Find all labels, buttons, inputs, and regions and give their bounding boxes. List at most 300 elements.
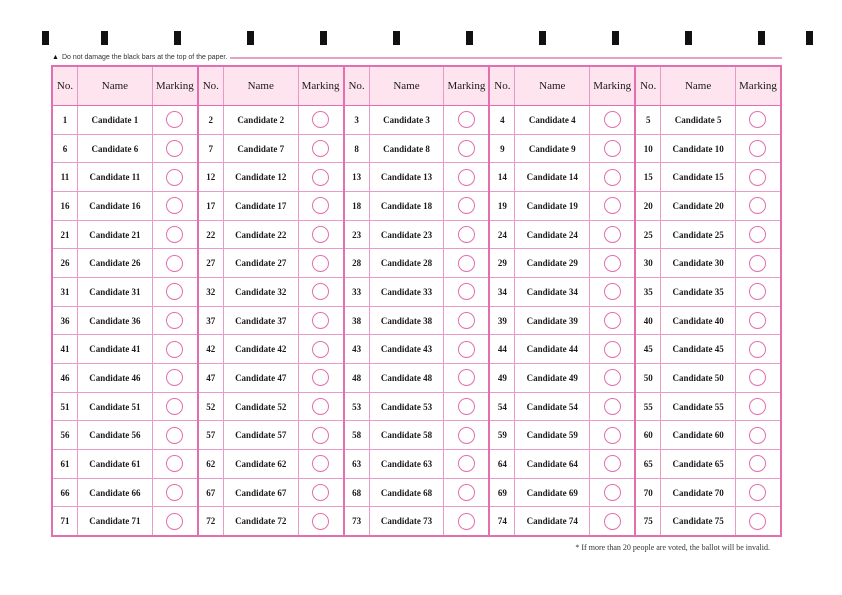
candidate-number: 53: [345, 393, 370, 421]
marking-circle[interactable]: [749, 283, 766, 300]
candidate-number: 51: [53, 393, 78, 421]
marking-circle[interactable]: [458, 341, 475, 358]
candidate-row: [636, 220, 780, 249]
candidate-number: 40: [636, 307, 661, 335]
candidate-number: 21: [53, 221, 78, 249]
candidate-name: Candidate 34: [515, 278, 590, 306]
candidate-name: Candidate 29: [515, 249, 590, 277]
marking-cell: [299, 393, 343, 421]
triangle-up-icon: ▲: [52, 54, 59, 61]
candidate-name: Candidate 21: [78, 221, 153, 249]
candidate-number: 57: [199, 421, 224, 449]
candidate-row: [345, 162, 489, 191]
candidate-name: Candidate 35: [661, 278, 736, 306]
candidate-row: [199, 162, 343, 191]
candidate-number: 11: [53, 163, 78, 191]
candidate-row: [53, 162, 197, 191]
candidate-name: Candidate 31: [78, 278, 153, 306]
candidate-row: [636, 449, 780, 478]
marking-circle[interactable]: [312, 484, 329, 501]
marking-circle[interactable]: [312, 455, 329, 472]
candidate-name: Candidate 74: [515, 507, 590, 535]
candidate-row: [490, 334, 634, 363]
candidate-number: 33: [345, 278, 370, 306]
marking-circle[interactable]: [749, 513, 766, 530]
candidate-number: 56: [53, 421, 78, 449]
marking-circle[interactable]: [166, 226, 183, 243]
marking-circle[interactable]: [166, 427, 183, 444]
candidate-name: Candidate 54: [515, 393, 590, 421]
marking-cell: [590, 307, 634, 335]
candidate-name: Candidate 46: [78, 364, 153, 392]
alignment-bar: [174, 31, 181, 45]
marking-cell: [299, 307, 343, 335]
candidate-name: Candidate 7: [224, 135, 299, 163]
candidate-name: Candidate 41: [78, 335, 153, 363]
candidate-number: 4: [490, 106, 515, 134]
candidate-name: Candidate 6: [78, 135, 153, 163]
marking-circle[interactable]: [604, 398, 621, 415]
candidate-number: 72: [199, 507, 224, 535]
marking-circle[interactable]: [312, 226, 329, 243]
marking-cell: [299, 507, 343, 535]
candidate-name: Candidate 18: [370, 192, 445, 220]
marking-cell: [444, 278, 488, 306]
marking-cell: [444, 393, 488, 421]
marking-circle[interactable]: [458, 312, 475, 329]
marking-circle[interactable]: [312, 341, 329, 358]
marking-circle[interactable]: [312, 255, 329, 272]
candidate-row: [53, 363, 197, 392]
marking-circle[interactable]: [604, 455, 621, 472]
candidate-row: [199, 134, 343, 163]
candidate-name: Candidate 4: [515, 106, 590, 134]
candidate-number: 68: [345, 479, 370, 507]
candidate-row: [490, 392, 634, 421]
marking-circle[interactable]: [312, 398, 329, 415]
marking-circle[interactable]: [604, 197, 621, 214]
marking-cell: [444, 106, 488, 134]
candidate-row: [636, 306, 780, 335]
candidate-column-block: [343, 67, 489, 535]
candidate-number: 14: [490, 163, 515, 191]
candidate-name: Candidate 11: [78, 163, 153, 191]
marking-circle[interactable]: [749, 140, 766, 157]
marking-cell: [736, 249, 780, 277]
candidate-name: Candidate 27: [224, 249, 299, 277]
candidate-name: Candidate 28: [370, 249, 445, 277]
marking-circle[interactable]: [166, 283, 183, 300]
marking-cell: [736, 278, 780, 306]
candidate-number: 61: [53, 450, 78, 478]
alignment-bar: [466, 31, 473, 45]
candidate-row: [199, 248, 343, 277]
candidate-row: [636, 420, 780, 449]
marking-cell: [736, 307, 780, 335]
marking-circle[interactable]: [604, 140, 621, 157]
candidate-row: [490, 506, 634, 535]
candidate-row: [53, 506, 197, 535]
marking-circle[interactable]: [166, 169, 183, 186]
candidate-row: [53, 478, 197, 507]
candidate-name: Candidate 9: [515, 135, 590, 163]
candidate-column-block: [53, 67, 197, 535]
header-no: No.: [636, 67, 661, 105]
candidate-number: 74: [490, 507, 515, 535]
marking-circle[interactable]: [166, 513, 183, 530]
header-marking: Marking: [739, 80, 777, 92]
marking-circle[interactable]: [604, 427, 621, 444]
candidate-row: [636, 106, 780, 134]
marking-circle[interactable]: [458, 398, 475, 415]
candidate-number: 70: [636, 479, 661, 507]
candidate-name: Candidate 63: [370, 450, 445, 478]
candidate-name: Candidate 36: [78, 307, 153, 335]
marking-cell: [444, 507, 488, 535]
candidate-number: 62: [199, 450, 224, 478]
marking-circle[interactable]: [312, 369, 329, 386]
candidate-row: [53, 248, 197, 277]
header-name: Name: [78, 67, 153, 105]
candidate-number: 71: [53, 507, 78, 535]
candidate-name: Candidate 33: [370, 278, 445, 306]
marking-circle[interactable]: [458, 513, 475, 530]
marking-circle[interactable]: [312, 427, 329, 444]
marking-circle[interactable]: [604, 369, 621, 386]
marking-circle[interactable]: [458, 197, 475, 214]
candidate-name: Candidate 50: [661, 364, 736, 392]
candidate-row: [345, 306, 489, 335]
candidate-number: 15: [636, 163, 661, 191]
candidate-name: Candidate 70: [661, 479, 736, 507]
candidate-row: [345, 134, 489, 163]
marking-circle[interactable]: [312, 169, 329, 186]
marking-circle[interactable]: [749, 226, 766, 243]
candidate-number: 65: [636, 450, 661, 478]
candidate-number: 8: [345, 135, 370, 163]
marking-circle[interactable]: [749, 169, 766, 186]
candidate-name: Candidate 55: [661, 393, 736, 421]
marking-circle[interactable]: [604, 255, 621, 272]
candidate-number: 1: [53, 106, 78, 134]
candidate-number: 47: [199, 364, 224, 392]
header-name: Name: [224, 67, 299, 105]
marking-cell: [590, 335, 634, 363]
marking-cell: [153, 335, 197, 363]
marking-cell: [153, 106, 197, 134]
candidate-number: 24: [490, 221, 515, 249]
marking-circle[interactable]: [604, 283, 621, 300]
candidate-number: 50: [636, 364, 661, 392]
marking-circle[interactable]: [604, 169, 621, 186]
candidate-row: [636, 478, 780, 507]
marking-circle[interactable]: [458, 283, 475, 300]
candidate-name: Candidate 22: [224, 221, 299, 249]
candidate-row: [53, 191, 197, 220]
header-row: [490, 67, 634, 106]
candidate-name: Candidate 40: [661, 307, 736, 335]
marking-circle[interactable]: [604, 484, 621, 501]
marking-cell: [153, 163, 197, 191]
marking-cell: [153, 249, 197, 277]
candidate-number: 18: [345, 192, 370, 220]
candidate-number: 48: [345, 364, 370, 392]
marking-circle[interactable]: [458, 369, 475, 386]
candidate-number: 19: [490, 192, 515, 220]
candidate-row: [490, 134, 634, 163]
marking-circle[interactable]: [312, 111, 329, 128]
header-row: [636, 67, 780, 106]
marking-circle[interactable]: [458, 484, 475, 501]
marking-circle[interactable]: [166, 111, 183, 128]
candidate-name: Candidate 69: [515, 479, 590, 507]
marking-cell: [736, 221, 780, 249]
candidate-number: 60: [636, 421, 661, 449]
marking-cell: [590, 421, 634, 449]
candidate-name: Candidate 12: [224, 163, 299, 191]
candidate-number: 45: [636, 335, 661, 363]
candidate-number: 12: [199, 163, 224, 191]
candidate-name: Candidate 61: [78, 450, 153, 478]
candidate-number: 36: [53, 307, 78, 335]
candidate-row: [199, 420, 343, 449]
candidate-name: Candidate 17: [224, 192, 299, 220]
marking-circle[interactable]: [166, 255, 183, 272]
candidate-name: Candidate 62: [224, 450, 299, 478]
header-marking: Marking: [155, 80, 194, 92]
notice-rule: [230, 57, 782, 59]
candidate-row: [199, 449, 343, 478]
candidate-number: 69: [490, 479, 515, 507]
candidate-name: Candidate 52: [224, 393, 299, 421]
candidate-number: 58: [345, 421, 370, 449]
candidate-number: 67: [199, 479, 224, 507]
footnote: * If more than 20 people are voted, the ballot will be invalid.: [575, 543, 770, 552]
candidate-row: [490, 277, 634, 306]
marking-cell: [153, 135, 197, 163]
candidate-name: Candidate 51: [78, 393, 153, 421]
candidate-row: [345, 191, 489, 220]
marking-cell: [736, 192, 780, 220]
candidate-number: 17: [199, 192, 224, 220]
candidate-name: Candidate 48: [370, 364, 445, 392]
marking-circle[interactable]: [166, 398, 183, 415]
candidate-row: [490, 306, 634, 335]
alignment-bar: [320, 31, 327, 45]
marking-circle[interactable]: [166, 312, 183, 329]
marking-cell: [444, 221, 488, 249]
candidate-number: 30: [636, 249, 661, 277]
candidate-name: Candidate 13: [370, 163, 445, 191]
candidate-number: 37: [199, 307, 224, 335]
notice-line: [52, 53, 782, 63]
header-marking: Marking: [447, 80, 486, 92]
marking-circle[interactable]: [749, 255, 766, 272]
header-row: [199, 67, 343, 106]
candidate-row: [53, 306, 197, 335]
marking-circle[interactable]: [166, 484, 183, 501]
candidate-name: Candidate 26: [78, 249, 153, 277]
candidate-number: 66: [53, 479, 78, 507]
marking-circle[interactable]: [166, 197, 183, 214]
marking-circle[interactable]: [604, 513, 621, 530]
candidate-row: [199, 478, 343, 507]
marking-cell: [590, 135, 634, 163]
candidate-row: [636, 392, 780, 421]
candidate-name: Candidate 43: [370, 335, 445, 363]
candidate-number: 55: [636, 393, 661, 421]
candidate-name: Candidate 47: [224, 364, 299, 392]
marking-cell: [590, 479, 634, 507]
candidate-name: Candidate 10: [661, 135, 736, 163]
marking-cell: [590, 364, 634, 392]
marking-circle[interactable]: [458, 111, 475, 128]
marking-cell: [736, 335, 780, 363]
candidate-row: [53, 420, 197, 449]
marking-cell: [736, 507, 780, 535]
marking-cell: [444, 135, 488, 163]
candidate-row: [345, 506, 489, 535]
marking-cell: [590, 278, 634, 306]
candidate-row: [199, 334, 343, 363]
candidate-number: 9: [490, 135, 515, 163]
marking-circle[interactable]: [604, 226, 621, 243]
candidate-row: [636, 506, 780, 535]
marking-circle[interactable]: [604, 312, 621, 329]
candidate-number: 16: [53, 192, 78, 220]
marking-circle[interactable]: [166, 369, 183, 386]
candidate-number: 75: [636, 507, 661, 535]
marking-circle[interactable]: [749, 111, 766, 128]
candidate-row: [53, 334, 197, 363]
marking-circle[interactable]: [749, 484, 766, 501]
candidate-row: [636, 277, 780, 306]
candidate-number: 44: [490, 335, 515, 363]
candidate-name: Candidate 57: [224, 421, 299, 449]
marking-cell: [444, 335, 488, 363]
marking-cell: [153, 278, 197, 306]
marking-cell: [153, 450, 197, 478]
marking-circle[interactable]: [458, 140, 475, 157]
marking-cell: [299, 479, 343, 507]
candidate-number: 13: [345, 163, 370, 191]
marking-circle[interactable]: [749, 455, 766, 472]
candidate-number: 35: [636, 278, 661, 306]
alignment-bar: [758, 31, 765, 45]
marking-cell: [153, 479, 197, 507]
candidate-name: Candidate 25: [661, 221, 736, 249]
marking-cell: [153, 192, 197, 220]
marking-cell: [444, 450, 488, 478]
marking-circle[interactable]: [312, 312, 329, 329]
candidate-number: 6: [53, 135, 78, 163]
candidate-row: [53, 392, 197, 421]
marking-cell: [736, 450, 780, 478]
marking-circle[interactable]: [458, 255, 475, 272]
candidate-row: [636, 363, 780, 392]
marking-cell: [153, 307, 197, 335]
marking-circle[interactable]: [166, 341, 183, 358]
candidate-name: Candidate 64: [515, 450, 590, 478]
candidate-row: [490, 449, 634, 478]
alignment-bar: [42, 31, 49, 45]
marking-circle[interactable]: [166, 455, 183, 472]
marking-circle[interactable]: [749, 312, 766, 329]
marking-circle[interactable]: [604, 111, 621, 128]
marking-circle[interactable]: [749, 341, 766, 358]
marking-cell: [299, 192, 343, 220]
header-row: [53, 67, 197, 106]
candidate-number: 2: [199, 106, 224, 134]
marking-circle[interactable]: [166, 140, 183, 157]
candidate-row: [199, 277, 343, 306]
marking-circle[interactable]: [604, 341, 621, 358]
marking-circle[interactable]: [749, 197, 766, 214]
marking-circle[interactable]: [458, 169, 475, 186]
marking-circle[interactable]: [312, 140, 329, 157]
candidate-name: Candidate 72: [224, 507, 299, 535]
marking-cell: [444, 163, 488, 191]
candidate-number: 20: [636, 192, 661, 220]
candidate-name: Candidate 59: [515, 421, 590, 449]
alignment-bar: [101, 31, 108, 45]
candidate-name: Candidate 56: [78, 421, 153, 449]
marking-cell: [590, 163, 634, 191]
candidate-number: 39: [490, 307, 515, 335]
marking-circle[interactable]: [458, 427, 475, 444]
candidate-name: Candidate 20: [661, 192, 736, 220]
candidate-number: 64: [490, 450, 515, 478]
header-no: No.: [53, 67, 78, 105]
marking-circle[interactable]: [458, 226, 475, 243]
candidate-name: Candidate 14: [515, 163, 590, 191]
header-name: Name: [661, 67, 736, 105]
marking-cell: [590, 249, 634, 277]
marking-cell: [590, 450, 634, 478]
candidate-row: [345, 334, 489, 363]
marking-cell: [736, 106, 780, 134]
marking-cell: [736, 135, 780, 163]
marking-cell: [299, 335, 343, 363]
marking-circle[interactable]: [749, 369, 766, 386]
marking-circle[interactable]: [312, 283, 329, 300]
candidate-name: Candidate 8: [370, 135, 445, 163]
marking-circle[interactable]: [749, 398, 766, 415]
candidate-number: 28: [345, 249, 370, 277]
candidate-column-block: [634, 67, 780, 535]
marking-cell: [299, 106, 343, 134]
candidate-row: [345, 220, 489, 249]
candidate-number: 52: [199, 393, 224, 421]
marking-cell: [153, 221, 197, 249]
marking-cell: [299, 221, 343, 249]
marking-cell: [590, 221, 634, 249]
candidate-row: [636, 162, 780, 191]
candidate-row: [345, 449, 489, 478]
candidate-name: Candidate 73: [370, 507, 445, 535]
candidate-name: Candidate 49: [515, 364, 590, 392]
marking-cell: [444, 421, 488, 449]
marking-circle[interactable]: [749, 427, 766, 444]
marking-circle[interactable]: [458, 455, 475, 472]
marking-circle[interactable]: [312, 197, 329, 214]
candidate-number: 5: [636, 106, 661, 134]
candidate-row: [199, 506, 343, 535]
candidate-name: Candidate 15: [661, 163, 736, 191]
marking-circle[interactable]: [312, 513, 329, 530]
ballot-grid: [51, 65, 782, 537]
marking-cell: [444, 307, 488, 335]
